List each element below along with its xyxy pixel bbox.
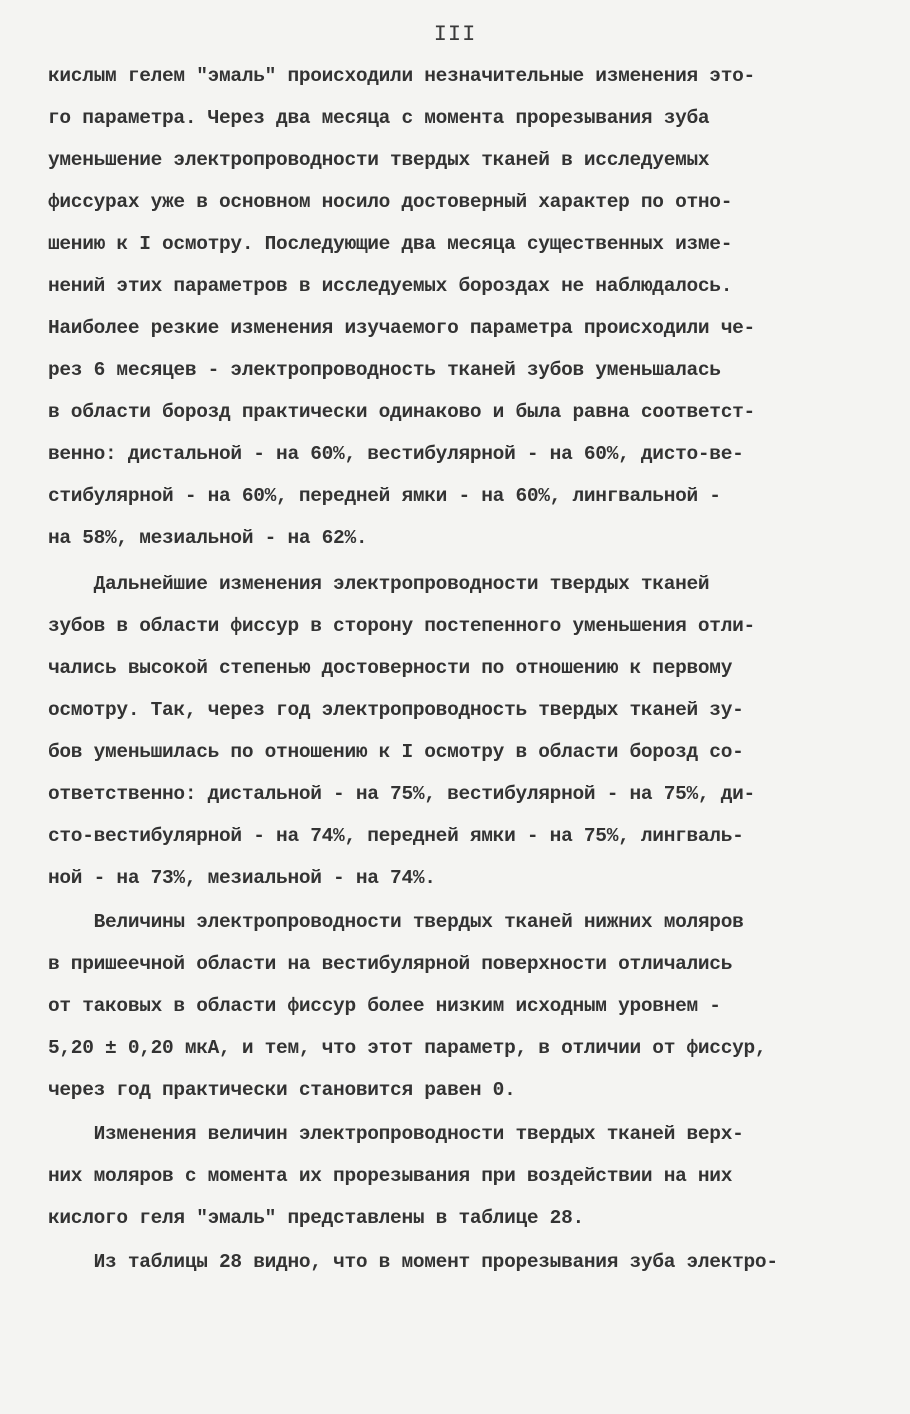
text-line: осмотру. Так, через год электропроводность твердых тканей зу- bbox=[48, 699, 744, 721]
text-line: них моляров с момента их прорезывания при воздействии на них bbox=[48, 1165, 733, 1187]
text-line: в области борозд практически одинаково и была равна соответст- bbox=[48, 401, 755, 423]
text-line: рез 6 месяцев - электропроводность тканей зубов уменьшалась bbox=[48, 359, 721, 381]
text-line: Изменения величин электропроводности твердых тканей верх- bbox=[48, 1123, 744, 1145]
text-line: го параметра. Через два месяца с момента прорезывания зуба bbox=[48, 107, 710, 129]
text-line: уменьшение электропроводности твердых тканей в исследуемых bbox=[48, 149, 710, 171]
text-line: кислого геля "эмаль" представлены в таблице 28. bbox=[48, 1207, 584, 1229]
text-line: Дальнейшие изменения электропроводности твердых тканей bbox=[48, 573, 710, 595]
text-line: в пришеечной области на вестибулярной поверхности отличались bbox=[48, 953, 733, 975]
text-line: Наиболее резкие изменения изучаемого параметра происходили че- bbox=[48, 317, 755, 339]
text-line: на 58%, мезиальной - на 62%. bbox=[48, 527, 368, 549]
text-line: Из таблицы 28 видно, что в момент прорезывания зуба электро- bbox=[48, 1251, 778, 1273]
page-number: III bbox=[433, 22, 477, 47]
text-line: сто-вестибулярной - на 74%, передней ямки - на 75%, лингваль- bbox=[48, 825, 744, 847]
text-line: бов уменьшилась по отношению к I осмотру в области борозд со- bbox=[48, 741, 744, 763]
text-line: фиссурах уже в основном носило достоверный характер по отно- bbox=[48, 191, 733, 213]
text-line: через год практически становится равен 0. bbox=[48, 1079, 516, 1101]
text-line: кислым гелем "эмаль" происходили незначительные изменения это- bbox=[48, 65, 755, 87]
text-line: чались высокой степенью достоверности по отношению к первому bbox=[48, 657, 733, 679]
text-line: нений этих параметров в исследуемых бороздах не наблюдалось. bbox=[48, 275, 733, 297]
text-line: венно: дистальной - на 60%, вестибулярной - на 60%, дисто-ве- bbox=[48, 443, 744, 465]
text-line: шению к I осмотру. Последующие два месяца существенных изме- bbox=[48, 233, 733, 255]
text-line: стибулярной - на 60%, передней ямки - на 60%, лингвальной - bbox=[48, 485, 721, 507]
text-line: ответственно: дистальной - на 75%, вестибулярной - на 75%, ди- bbox=[48, 783, 755, 805]
text-line: зубов в области фиссур в сторону постепенного уменьшения отли- bbox=[48, 615, 755, 637]
text-line: от таковых в области фиссур более низким исходным уровнем - bbox=[48, 995, 721, 1017]
text-line: ной - на 73%, мезиальной - на 74%. bbox=[48, 867, 436, 889]
text-line: 5,20 ± 0,20 мкА, и тем, что этот параметр, в отличии от фиссур, bbox=[48, 1037, 767, 1059]
text-line: Величины электропроводности твердых тканей нижних моляров bbox=[48, 911, 744, 933]
